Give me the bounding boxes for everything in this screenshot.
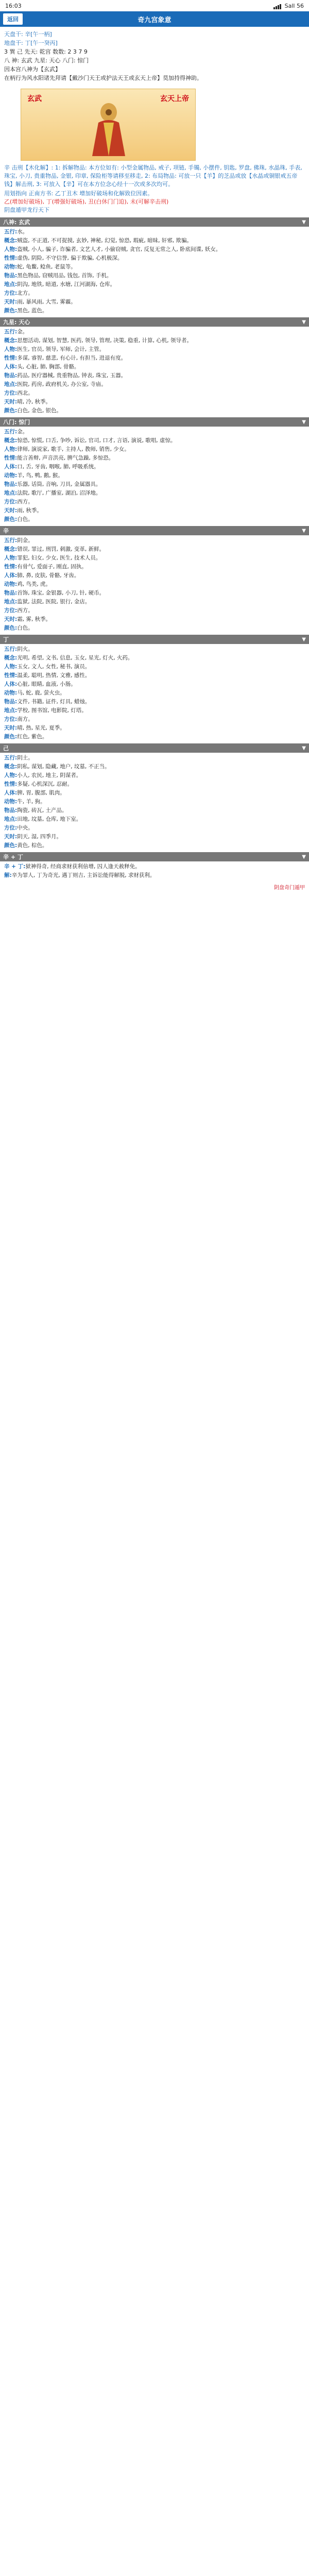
entry-value: 阴土。	[17, 755, 33, 761]
entry-key: 人体:	[4, 681, 18, 687]
entry-row	[0, 272, 309, 280]
entry-value: 金。	[17, 329, 28, 335]
section	[0, 217, 309, 316]
entry-key: 物品:	[4, 273, 18, 279]
section	[0, 526, 309, 634]
status-time: 16:03	[5, 2, 22, 9]
entry-row	[0, 624, 309, 633]
section	[0, 417, 309, 525]
entry-key: 方位:	[4, 390, 18, 396]
tian-row: 天盘干: 辛[午一柄]	[4, 31, 52, 38]
entry-row	[0, 280, 309, 289]
entry-key: 概念:	[4, 655, 18, 661]
entry-value: 阴火。	[17, 646, 33, 652]
entry-value: 黑色物品, 窃贼用品, 钱包, 首饰, 手机。	[17, 273, 112, 279]
entry-key: 人物:	[4, 772, 18, 778]
entry-value: 阴天, 湿, 四季月。	[17, 834, 62, 840]
entry-key: 概念:	[4, 437, 18, 444]
entry-row	[0, 354, 309, 363]
entry-row	[0, 645, 309, 654]
section-entries	[0, 861, 309, 881]
entry-row	[0, 454, 309, 463]
nav-bar	[0, 11, 309, 27]
entry-key: 天时:	[4, 507, 18, 514]
entry-value: 西北。	[17, 390, 33, 396]
entry-value: 雨, 秋季。	[17, 507, 42, 514]
section-entries	[0, 753, 309, 851]
entry-value: 学校, 图书馆, 电影院, 灯塔。	[17, 707, 87, 714]
entry-value: 监狱, 法院, 医院, 银行, 金店。	[17, 599, 91, 605]
entry-row	[0, 545, 309, 554]
section-entries	[0, 327, 309, 416]
entry-value: 文件, 书籍, 证件, 灯具, 蜡烛。	[17, 699, 91, 705]
entry-key: 方位:	[4, 716, 18, 722]
entry-row	[0, 663, 309, 671]
entry-key: 性情:	[4, 564, 18, 570]
entry-key: 物品:	[4, 481, 18, 487]
entry-value: 金。	[17, 429, 28, 435]
entry-key: 方位:	[4, 290, 18, 296]
section-header[interactable]	[0, 526, 309, 535]
entry-row	[0, 254, 309, 263]
entry-value: 马, 蛇, 鹿, 萤火虫。	[17, 690, 65, 696]
section-title: 八神: 玄武	[3, 219, 30, 226]
gong-row: 3 巽 己 先天: 乾宫 数数: 2 3 7 9	[4, 48, 88, 55]
chevron-down-icon: ▼	[302, 319, 306, 325]
entry-value: 药品, 医疗器械, 贵重物品, 钟表, 珠宝, 玉器。	[17, 372, 127, 379]
entry-key: 天时:	[4, 299, 18, 305]
entry-value: 雨, 暴风雨, 大雪, 雾霾。	[17, 299, 76, 305]
entry-row	[0, 615, 309, 624]
entry-value: 西方。	[17, 607, 33, 614]
entry-row	[0, 606, 309, 615]
sections-container	[0, 217, 309, 881]
section-title: 丁	[3, 636, 9, 643]
entry-key: 颜色:	[4, 734, 18, 740]
entry-key: 辛 + 丁:	[4, 863, 26, 870]
section-title: 己	[3, 745, 9, 752]
entry-key: 方位:	[4, 499, 18, 505]
section-header[interactable]	[0, 317, 309, 327]
entry-value: 医院, 药房, 政府机关, 办公室, 寺庙。	[17, 381, 107, 387]
entry-key: 动物:	[4, 799, 18, 805]
entry-row	[0, 654, 309, 663]
entry-row	[0, 498, 309, 506]
entry-row	[0, 680, 309, 689]
entry-key: 五行:	[4, 755, 18, 761]
entry-key: 五行:	[4, 537, 18, 544]
entry-row	[0, 389, 309, 398]
deity-portrait	[21, 89, 196, 161]
entry-key: 地点:	[4, 599, 18, 605]
entry-key: 方位:	[4, 825, 18, 831]
entry-value: 法院, 歌厅, 广播室, 湖泊, 沼泽地。	[17, 490, 101, 496]
entry-key: 地点:	[4, 707, 18, 714]
entry-key: 人物:	[4, 246, 18, 252]
portrait-left-label: 玄武	[27, 95, 42, 103]
entry-row	[0, 698, 309, 706]
section-header[interactable]	[0, 217, 309, 227]
entry-key: 天时:	[4, 616, 18, 622]
entry-value: 首饰, 珠宝, 金银器, 小刀, 针, 硬币。	[17, 590, 105, 596]
section-entries	[0, 427, 309, 525]
entry-key: 动物:	[4, 264, 18, 270]
entry-row	[0, 598, 309, 606]
entry-row	[0, 445, 309, 454]
entry-value: 乐器, 话筒, 音响, 刀具, 金属器具。	[17, 481, 101, 487]
entry-row	[0, 563, 309, 571]
entry-key: 人体:	[4, 364, 18, 370]
entry-value: 西方。	[17, 499, 33, 505]
entry-value: 错误, 罪过, 刑罚, 刺激, 变革, 新鲜。	[17, 546, 105, 552]
entry-key: 五行:	[4, 329, 18, 335]
entry-row	[0, 363, 309, 371]
chevron-down-icon: ▼	[302, 528, 306, 534]
entry-row	[0, 406, 309, 415]
entry-row	[0, 815, 309, 824]
entry-row	[0, 471, 309, 480]
section-header[interactable]	[0, 852, 309, 861]
deity-figure-icon	[78, 99, 140, 159]
entry-key: 人体:	[4, 464, 18, 470]
entry-key: 概念:	[4, 546, 18, 552]
entry-row	[0, 228, 309, 236]
entry-key: 地点:	[4, 381, 18, 387]
section-entries	[0, 644, 309, 742]
entry-row	[0, 762, 309, 771]
entry-key: 人物:	[4, 446, 18, 452]
entry-value: 牛, 羊, 狗。	[17, 799, 46, 805]
entry-value: 光明, 希望, 文书, 信息, 玉女, 星光, 灯火, 火药。	[17, 655, 133, 661]
entry-value: 有骨气, 爱面子, 刚直, 固执。	[17, 564, 87, 570]
entry-row	[0, 715, 309, 724]
entry-value: 头, 心脏, 肺, 胸部, 骨骼。	[17, 364, 80, 370]
section	[0, 852, 309, 881]
entry-value: 小人, 农民, 地主, 阴谋者。	[17, 772, 82, 778]
entry-key: 人物:	[4, 664, 18, 670]
entry-row	[0, 489, 309, 498]
entry-row	[0, 589, 309, 598]
entry-value: 多疑, 心机深沉, 忍耐。	[17, 781, 73, 787]
entry-row	[0, 554, 309, 563]
entry-row	[0, 328, 309, 336]
entry-row	[0, 506, 309, 515]
entry-row	[0, 298, 309, 307]
entry-row	[0, 841, 309, 850]
entry-key: 物品:	[4, 699, 18, 705]
meaning-text: 辛 击刑【木化解】: 1: 拆解物品: 本方位如有: 小型金属物品, 戒子, 项链, 手镯, 小摆件, 钥匙, 罗盘, 佛珠, 水晶珠, 手表, 珠宝, 小刀, 贵重物品, 金银, 印章, 保险柜等请移至移走, 2: 布局物品: 可放一只【羊】的芝品或放【水晶或铜银戒五帝钱】解击刑, 3: 可放入【辛】可在本方位念心经十一次或多次均可。	[4, 164, 302, 188]
entry-value: 律师, 演说家, 歌手, 主持人, 教师, 销售, 少女。	[17, 446, 130, 452]
entry-key: 颜色:	[4, 625, 18, 631]
entry-value: 白色。	[17, 516, 33, 522]
back-button[interactable]: 返回	[3, 13, 23, 25]
entry-value: 医生, 官员, 领导, 军师, 会计, 主管。	[17, 346, 105, 352]
section	[0, 743, 309, 851]
status-right-text: Sall 56	[284, 2, 304, 9]
entry-row	[0, 789, 309, 798]
entry-key: 动物:	[4, 581, 18, 587]
current-line-1: 用划指向 正南方书: 乙丁丑木 增加好破场和化解致位因素。	[4, 190, 153, 197]
entry-row	[0, 380, 309, 389]
entry-row	[0, 480, 309, 489]
section	[0, 635, 309, 742]
entry-value: 羊, 鸟, 鸭, 鹅, 猴。	[17, 472, 63, 479]
entry-value: 口, 舌, 牙齿, 咽喉, 肺, 呼吸系统。	[17, 464, 99, 470]
entry-key: 五行:	[4, 646, 18, 652]
entry-row	[0, 689, 309, 698]
entry-value: 心脏, 眼睛, 血液, 小肠。	[17, 681, 76, 687]
entry-key: 性情:	[4, 355, 18, 361]
entry-row	[0, 798, 309, 806]
entry-value: 思想活动, 谋划, 智慧, 医药, 领导, 管理, 决策, 稳重, 计算, 心机, 领导者。	[17, 337, 192, 344]
chevron-down-icon: ▼	[302, 636, 306, 642]
entry-row	[0, 580, 309, 589]
entry-row	[0, 345, 309, 354]
entry-row	[0, 733, 309, 741]
entry-key: 物品:	[4, 807, 18, 814]
meaning-block	[0, 164, 309, 189]
portrait-right-label: 玄天上帝	[160, 95, 189, 103]
chevron-down-icon: ▼	[302, 419, 306, 425]
section	[0, 317, 309, 416]
entry-row	[0, 398, 309, 406]
section-title: 辛	[3, 528, 9, 534]
entry-row	[0, 771, 309, 780]
entry-key: 天时:	[4, 399, 18, 405]
entry-value: 脾, 胃, 腹部, 肌肉。	[17, 790, 65, 796]
entry-value: 晴, 热, 星光, 夏季。	[17, 725, 65, 731]
entry-row	[0, 754, 309, 762]
entry-key: 五行:	[4, 229, 18, 235]
entry-key: 概念:	[4, 764, 18, 770]
status-right	[273, 3, 304, 9]
entry-row	[0, 245, 309, 254]
entry-value: 南方。	[17, 716, 33, 722]
entry-value: 田地, 坟墓, 仓库, 地下室。	[17, 816, 82, 822]
entry-value: 霜, 雾, 秋季。	[17, 616, 52, 622]
entry-key: 天时:	[4, 725, 18, 731]
entry-value: 阴金。	[17, 537, 33, 544]
entry-key: 天时:	[4, 834, 18, 840]
section-entries	[0, 535, 309, 634]
section-header[interactable]	[0, 743, 309, 753]
entry-row	[0, 289, 309, 298]
section-entries	[0, 227, 309, 316]
desc-row: 在柄行为风水阳诸先拜请【戴沙门天王或护法天王或玄天上帝】莫加持得神助。	[4, 75, 202, 81]
entry-value: 陶瓷, 砖瓦, 土产品。	[17, 807, 67, 814]
entry-value: 黄色, 棕色。	[17, 842, 48, 849]
entry-row	[0, 307, 309, 315]
entry-value: 贼盗, 不正道, 不可捉摸, 玄妙, 神秘, 幻觉, 惊恐, 瑕疵, 暗昧, 奸邪, 欺骗。	[17, 238, 192, 244]
section-header[interactable]	[0, 635, 309, 644]
entry-key: 地点:	[4, 281, 18, 287]
entry-key: 物品:	[4, 372, 18, 379]
entry-row	[0, 536, 309, 545]
entry-value: 辛为罪人, 丁为奇光, 遇丁则吉, 主诉讼能得解脱, 求财获利。	[11, 872, 156, 878]
entry-value: 白色, 金色, 银色。	[17, 408, 62, 414]
entry-key: 性情:	[4, 455, 18, 461]
entry-row	[0, 780, 309, 789]
entry-key: 颜色:	[4, 308, 18, 314]
footer-brand: 阴盘奇门遁甲	[274, 885, 305, 891]
entry-value: 水。	[17, 229, 28, 235]
entry-key: 性情:	[4, 255, 18, 261]
entry-value: 肺, 鼻, 皮肤, 骨骼, 牙齿。	[17, 572, 80, 579]
entry-value: 蛇, 龟鳖, 鲶鱼, 老鼠等。	[17, 264, 76, 270]
entry-row	[0, 871, 309, 880]
entry-key: 人体:	[4, 572, 18, 579]
entry-key: 动物:	[4, 472, 18, 479]
footer	[0, 881, 309, 893]
entry-key: 方位:	[4, 607, 18, 614]
entry-key: 颜色:	[4, 516, 18, 522]
chevron-down-icon: ▼	[302, 219, 306, 225]
entry-value: 黑色, 蓝色。	[17, 308, 48, 314]
entry-value: 玉女, 文人, 女性, 秘书, 演员。	[17, 664, 91, 670]
entry-value: 盗贼, 小人, 骗子, 诈骗者, 文艺人才, 小偷窃贼, 贪官, 反复无常之人, 卧底间谍, 妖女。	[17, 246, 221, 252]
entry-row	[0, 571, 309, 580]
entry-row	[0, 236, 309, 245]
chart-header	[0, 27, 309, 86]
entry-value: 阴私, 谋划, 隐藏, 地户, 坟墓, 不正当。	[17, 764, 110, 770]
section-title: 八门: 惊门	[3, 419, 30, 426]
entry-row	[0, 336, 309, 345]
entry-key: 概念:	[4, 337, 18, 344]
entry-value: 北方。	[17, 290, 33, 296]
entry-row	[0, 263, 309, 272]
entry-key: 概念:	[4, 238, 18, 244]
entry-value: 鸡, 鸟类, 虎。	[17, 581, 52, 587]
entry-value: 惊恐, 惊慌, 口舌, 争吵, 诉讼, 官司, 口才, 言语, 演说, 歌唱, 虚惊。	[17, 437, 176, 444]
entry-value: 虚伪, 阴险, 不守信誉, 偏于欺骗, 心机极深。	[17, 255, 123, 261]
signal-icon	[273, 3, 282, 9]
entry-key: 性情:	[4, 672, 18, 679]
entry-value: 罪犯, 妇女, 少女, 医生, 技术人员。	[17, 555, 101, 561]
entry-value: 多谋, 睿智, 慈悲, 有心计, 有担当, 进退有度。	[17, 355, 127, 361]
section-header[interactable]	[0, 417, 309, 427]
entry-row	[0, 428, 309, 436]
entry-row	[0, 671, 309, 680]
chevron-down-icon: ▼	[302, 854, 306, 860]
entry-row	[0, 806, 309, 815]
entry-value: 晴, 冷, 秋季。	[17, 399, 52, 405]
entry-key: 性情:	[4, 781, 18, 787]
current-line-3: 阴盘遁甲龙行天下	[4, 207, 49, 213]
entry-value: 中央。	[17, 825, 33, 831]
entry-key: 人体:	[4, 790, 18, 796]
page-title: 奇九宫象意	[138, 16, 171, 24]
section-title: 九星: 天心	[3, 319, 30, 326]
status-bar	[0, 0, 309, 11]
section-title: 辛 + 丁	[3, 854, 23, 860]
entry-key: 物品:	[4, 590, 18, 596]
entry-row	[0, 463, 309, 471]
chevron-down-icon: ▼	[302, 745, 306, 751]
entry-value: 白色。	[17, 625, 33, 631]
entry-key: 地点:	[4, 816, 18, 822]
current-block	[0, 189, 309, 216]
entry-key: 动物:	[4, 690, 18, 696]
entry-value: 阴沟, 地铁, 暗道, 水塘, 江河湖海, 仓库。	[17, 281, 116, 287]
entry-row	[0, 724, 309, 733]
entry-key: 五行:	[4, 429, 18, 435]
entry-row	[0, 436, 309, 445]
entry-row	[0, 833, 309, 841]
entry-key: 人物:	[4, 555, 18, 561]
entry-row	[0, 515, 309, 524]
entry-value: 狱神得奇, 经商求财获利倍增, 囚人逢天赦释免。	[25, 863, 141, 870]
entry-row	[0, 706, 309, 715]
entry-key: 颜色:	[4, 408, 18, 414]
entry-value: 温柔, 聪明, 热情, 文雅, 感性。	[17, 672, 91, 679]
di-row: 地盘干: 丁[午一癸丙]	[4, 40, 58, 46]
entry-key: 颜色:	[4, 842, 18, 849]
entry-key: 解:	[4, 872, 12, 878]
entry-key: 地点:	[4, 490, 18, 496]
entry-value: 能言善辩, 声音洪亮, 脾气急躁, 多惊恐。	[17, 455, 114, 461]
combo-row: 因本宫八神为【玄武】	[4, 66, 61, 73]
entry-key: 人物:	[4, 346, 18, 352]
entry-row	[0, 862, 309, 871]
bashen-row: 八 神: 玄武 九星: 天心 八门: 惊门	[4, 57, 89, 64]
entry-row	[0, 824, 309, 833]
entry-row	[0, 371, 309, 380]
entry-value: 红色, 紫色。	[17, 734, 48, 740]
current-line-2: 乙(增加好破场), 丁(增强好破场), 丑(白休门门迫), 未(可解辛击刑)	[4, 198, 169, 205]
